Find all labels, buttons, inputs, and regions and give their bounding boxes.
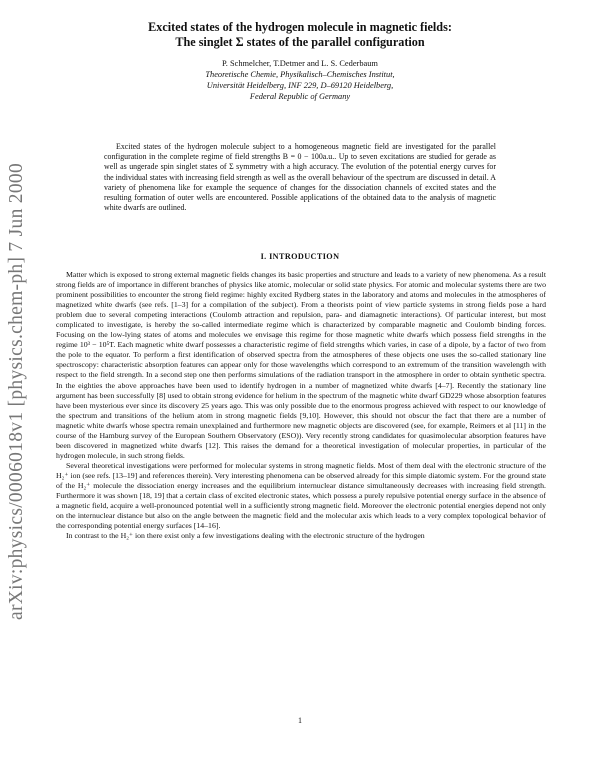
affiliation-line: Universität Heidelberg, INF 229, D–69120 Heidelberg, bbox=[206, 81, 394, 90]
affiliation-line: Theoretische Chemie, Physikalisch–Chemisches Institut, bbox=[205, 70, 395, 79]
paragraph: In contrast to the H₂⁺ ion there exist only a few investigations dealing with the electronic structure of the hydrogen bbox=[66, 531, 425, 541]
section-heading: I. INTRODUCTION bbox=[260, 252, 340, 261]
paragraph: Matter which is exposed to strong external magnetic fields changes its basic properties and structure and leads to a variety of new phenomena. As a result strong fields are of importance in different branches of physics like atomic, molecular or solid state physics. For atomic and molecular systems there are two prominent possibilities to encounter the strong field regime: highly excited Rydberg states in the laboratory and atoms and molecules in the atmospheres of magnetized white dwarfs (see refs. [1–3] for a compilation of the subject). From a theorists point of view particle systems in strong fields pose a hard problem due to several competing interactions (Coulomb attraction and repulsion, para- and diamagnetic interactions). Of particular interest, but most complicated to investigate, is hereby the so-called intermediate regime which is characterized by comparable magnetic and Coulomb binding forces. Focusing on the low-lying states of atoms and molecules we envisage this regime for those magnetic white dwarfs which possess field strengths in the regime 10³ − 10⁵T. Each magnetic white dwarf possesses a characteristic regime of field strengths which varies, in case of a dipole, by a factor of two from the pole to the equator. To perform a first identification of observed spectra from the atmospheres of these objects one uses the so-called stationary line spectroscopy: characteristic absorption features can appear only for those wavelengths which correspond to an extremum of the transition wavelength with respect to the field strength. In a second step one then performs simulations of the radiation transport in the atmosphere in order to obtain synthetic spectra. In the eighties the above approaches have been used to identify hydrogen in a number of magnetized white dwarfs [4–7]. Recently the stationary line argument has been successfully [8] used to obtain strong evidence for helium in the spectrum of the magnetic white dwarf GD229 whose absorption features have been mysterious ever since its discovery 25 years ago. This was only possible due to the enormous progress achieved with respect to our knowledge of the spectrum and transitions of the helium atom in strong magnetic fields [9,10]. However, this should not obscur the fact that there are a number of magnetic white dwarfs whose spectra remain unexplained and furthermore new magnetic objects are discovered (see, for example, Reimers et al [11] in the course of the Hamburg survey of the European Southern Observatory (ESO)). Very recently strong candidates for quasimolecular absorption features have been discovered in magnetized white dwarfs [12]. This raises the demand for a theoretical investigation of molecular properties, in particular of the hydrogen molecule, in such strong fields. bbox=[56, 270, 546, 460]
paragraph: Several theoretical investigations were performed for molecular systems in strong magnetic fields. Most of them deal with the electronic structure of the H₂⁺ ion (see refs. [13–19] and references therein). Very interesting phenomena can be observed already for this simple diatomic system. For the ground state of the H₂⁺ molecule the dissociation energy increases and the equilibrium internuclear distance simultaneously decreases with increasing field strength. Furthermore it was shown [18, 19] that a certain class of excited electronic states, which possess a purely repulsive potential energy surface in the absence of a magnetic field, acquire a well-pronounced potential well in a sufficiently strong magnetic field. Moreover the electronic potential energies depend not only on the internuclear distance but also on the angle between the magnetic field and the molecular axis which leads to a very complex topological behavior of the corresponding potential energy surfaces [14–16]. bbox=[56, 460, 546, 531]
title-line-2: The singlet Σ states of the parallel configuration bbox=[175, 35, 425, 49]
paper-title bbox=[90, 20, 510, 50]
author-block bbox=[110, 58, 490, 102]
title-line-1: Excited states of the hydrogen molecule in magnetic fields: bbox=[148, 20, 452, 34]
affiliation-line: Federal Republic of Germany bbox=[249, 92, 351, 101]
page-number: 1 bbox=[298, 716, 302, 725]
arxiv-identifier: arXiv:physics/0006018v1 [physics.chem-ph] 7 Jun 2000 bbox=[6, 162, 27, 620]
author-names: P. Schmelcher, T.Detmer and L. S. Cederbaum bbox=[222, 59, 378, 68]
abstract bbox=[104, 142, 496, 213]
abstract-text: Excited states of the hydrogen molecule subject to a homogeneous magnetic field are investigated for the parallel configuration in the complete regime of field strengths B = 0 − 100a.u.. Up to seven excitations are studied for gerade as well as ungerade spin singlet states of Σ symmetry with a high accuracy. The evolution of the potential energy curves for the individual states with increasing field strength as well as the overall behaviour of the spectrum are discussed in detail. A variety of phenomena like for example the sequence of changes for the dissociation channels of excited states and the resulting formation of outer wells are encountered. Possible applications of the obtained data to the analysis of magnetic white dwarfs are outlined. bbox=[104, 142, 496, 213]
body-text bbox=[56, 270, 546, 541]
